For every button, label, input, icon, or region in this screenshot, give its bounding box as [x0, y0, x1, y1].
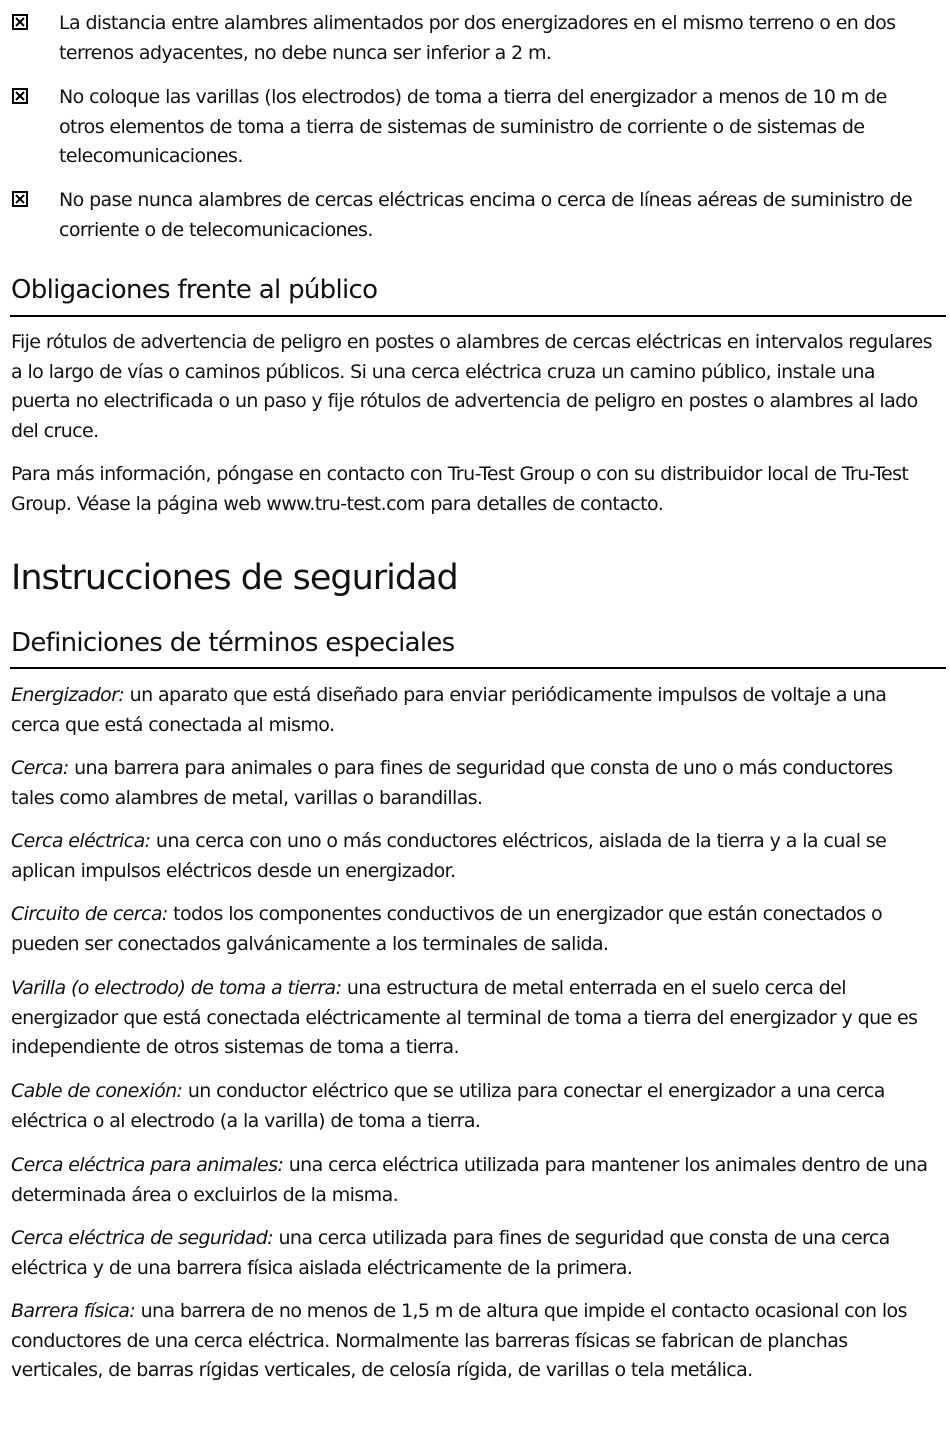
definition: [11, 1077, 936, 1136]
definition-text: un conductor eléctrico que se utiliza para conectar el energizador a una cerca eléctrica o al electrodo (a la varilla) de toma a tierra.: [11, 1080, 885, 1132]
definition-text: un aparato que está diseñado para enviar periódicamente impulsos de voltaje a una cerca que está conectada al mismo.: [11, 684, 887, 736]
checkbox-x-icon: [12, 14, 28, 30]
definition: [11, 974, 936, 1063]
bullet-text: No pase nunca alambres de cercas eléctricas encima o cerca de líneas aéreas de suministro de corriente o de telecomunicaciones.: [59, 189, 913, 241]
paragraph: Fije rótulos de advertencia de peligro en postes o alambres de cercas eléctricas en intervalos regulares a lo largo de vías o caminos públicos. Si una cerca eléctrica cruza un camino público, instale una puerta no electrificada o un paso y fije rótulos de advertencia de peligro en postes o alambres al lado del cruce.: [11, 331, 932, 442]
definition-term: Cerca eléctrica:: [11, 830, 151, 852]
heading-divider: [10, 667, 946, 669]
definition-text: una barrera para animales o para fines de seguridad que consta de uno o más conductores tales como alambres de metal, varillas o barandillas.: [11, 757, 893, 809]
definition-text: una cerca eléctrica utilizada para mantener los animales dentro de una determinada área o excluirlos de la misma.: [11, 1154, 928, 1206]
definition-text: todos los componentes conductivos de un energizador que están conectados o pueden ser conectados galvánicamente a los terminales de salida.: [11, 903, 883, 955]
definition-term: Circuito de cerca:: [11, 903, 168, 925]
definition-text: una cerca con uno o más conductores eléctricos, aislada de la tierra y a la cual se aplican impulsos eléctricos desde un energizador.: [11, 830, 887, 882]
section-heading: Definiciones de términos especiales: [11, 628, 455, 658]
section-heading: Obligaciones frente al público: [11, 275, 378, 305]
definition: [11, 827, 936, 886]
heading-divider: [10, 315, 946, 317]
definition-term: Cerca eléctrica de seguridad:: [11, 1227, 274, 1249]
definition-term: Energizador:: [11, 684, 125, 706]
definition-text: una estructura de metal enterrada en el suelo cerca del energizador que está conectada eléctricamente al terminal de toma a tierra del energizador y que es independiente de otros sistemas de toma a tierra.: [11, 977, 918, 1058]
checkbox-x-icon: [12, 191, 28, 207]
paragraph: Para más información, póngase en contacto con Tru-Test Group o con su distribuidor local de Tru-Test Group. Véase la página web www.tru-test.com para detalles de contacto.: [11, 463, 909, 515]
definition: [11, 681, 936, 740]
definition: [11, 900, 936, 959]
definition-term: Cable de conexión:: [11, 1080, 183, 1102]
bullet-text: La distancia entre alambres alimentados por dos energizadores en el mismo terreno o en dos terrenos adyacentes, no debe nunca ser inferior a 2 m.: [59, 12, 896, 64]
definition-term: Barrera física:: [11, 1300, 136, 1322]
page-title: Instrucciones de seguridad: [11, 558, 458, 598]
definition: [11, 1151, 936, 1210]
definition-term: Varilla (o electrodo) de toma a tierra:: [11, 977, 342, 999]
checkbox-x-icon: [12, 88, 28, 104]
definition-text: una cerca utilizada para fines de seguridad que consta de una cerca eléctrica y de una barrera física aislada eléctricamente de la primera.: [11, 1227, 890, 1279]
bullet-text: No coloque las varillas (los electrodos) de toma a tierra del energizador a menos de 10 m de otros elementos de toma a tierra de sistemas de suministro de corriente o de sistemas de telecomunicaciones.: [59, 86, 887, 167]
definition-term: Cerca eléctrica para animales:: [11, 1154, 284, 1176]
definition-term: Cerca:: [11, 757, 69, 779]
definition: [11, 1297, 936, 1386]
definition-text: una barrera de no menos de 1,5 m de altura que impide el contacto ocasional con los conductores de una cerca eléctrica. Normalmente las barreras físicas se fabrican de planchas verticales, de barras rígidas verticales, de celosía rígida, de varillas o tela metálica.: [11, 1300, 907, 1381]
definition: [11, 1224, 936, 1283]
definition: [11, 754, 936, 813]
